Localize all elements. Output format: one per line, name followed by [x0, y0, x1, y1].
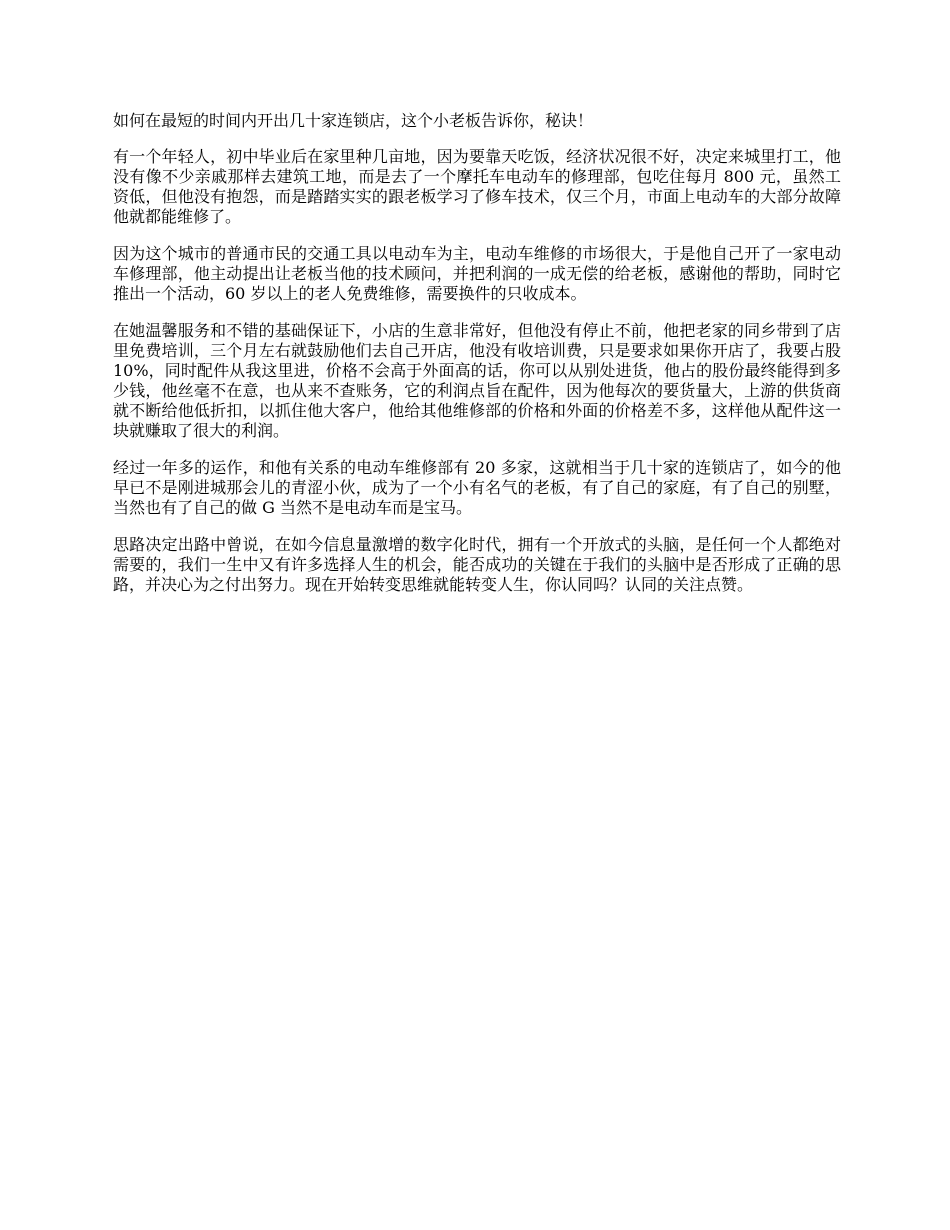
paragraph-4: 经过一年多的运作，和他有关系的电动车维修部有 20 多家，这就相当于几十家的连锁店了，如今的他早已不是刚进城那会儿的青涩小伙，成为了一个小有名气的老板，有了自己的家庭，有了自己的别墅，当然也有了自己的做 G 当然不是电动车而是宝马。 — [113, 458, 841, 517]
document-page — [113, 111, 841, 612]
paragraph-1: 有一个年轻人，初中毕业后在家里种几亩地，因为要靠天吃饭，经济状况很不好，决定来城里打工，他没有像不少亲戚那样去建筑工地，而是去了一个摩托车电动车的修理部，包吃住每月 800 元，虽然工资低，但他没有抱怨，而是踏踏实实的跟老板学习了修车技术，仅三个月，市面上电动车的大部分故障他就都能维修了。 — [113, 147, 841, 226]
paragraph-5: 思路决定出路中曾说，在如今信息量激增的数字化时代，拥有一个开放式的头脑，是任何一个人都绝对需要的，我们一生中又有许多选择人生的机会，能否成功的关键在于我们的头脑中是否形成了正确的思路，并决心为之付出努力。现在开始转变思维就能转变人生，你认同吗？认同的关注点赞。 — [113, 535, 841, 594]
paragraph-3: 在她温馨服务和不错的基础保证下，小店的生意非常好，但他没有停止不前，他把老家的同乡带到了店里免费培训，三个月左右就鼓励他们去自己开店，他没有收培训费，只是要求如果你开店了，我要占股 10%，同时配件从我这里进，价格不会高于外面高的话，你可以从别处进货，他占的股份最终能得到多少钱，他丝毫不在意，也从来不查账务，它的利润点旨在配件，因为他每次的要货量大，上游的供货商就不断给他低折扣，以抓住他大客户，他给其他维修部的价格和外面的价格差不多，这样他从配件这一块就赚取了很大的利润。 — [113, 321, 841, 440]
document-title: 如何在最短的时间内开出几十家连锁店，这个小老板告诉你，秘诀！ — [113, 111, 594, 130]
paragraph-2: 因为这个城市的普通市民的交通工具以电动车为主，电动车维修的市场很大，于是他自己开了一家电动车修理部，他主动提出让老板当他的技术顾问，并把利润的一成无偿的给老板，感谢他的帮助，同时它推出一个活动，60 岁以上的老人免费维修，需要换件的只收成本。 — [113, 244, 841, 303]
